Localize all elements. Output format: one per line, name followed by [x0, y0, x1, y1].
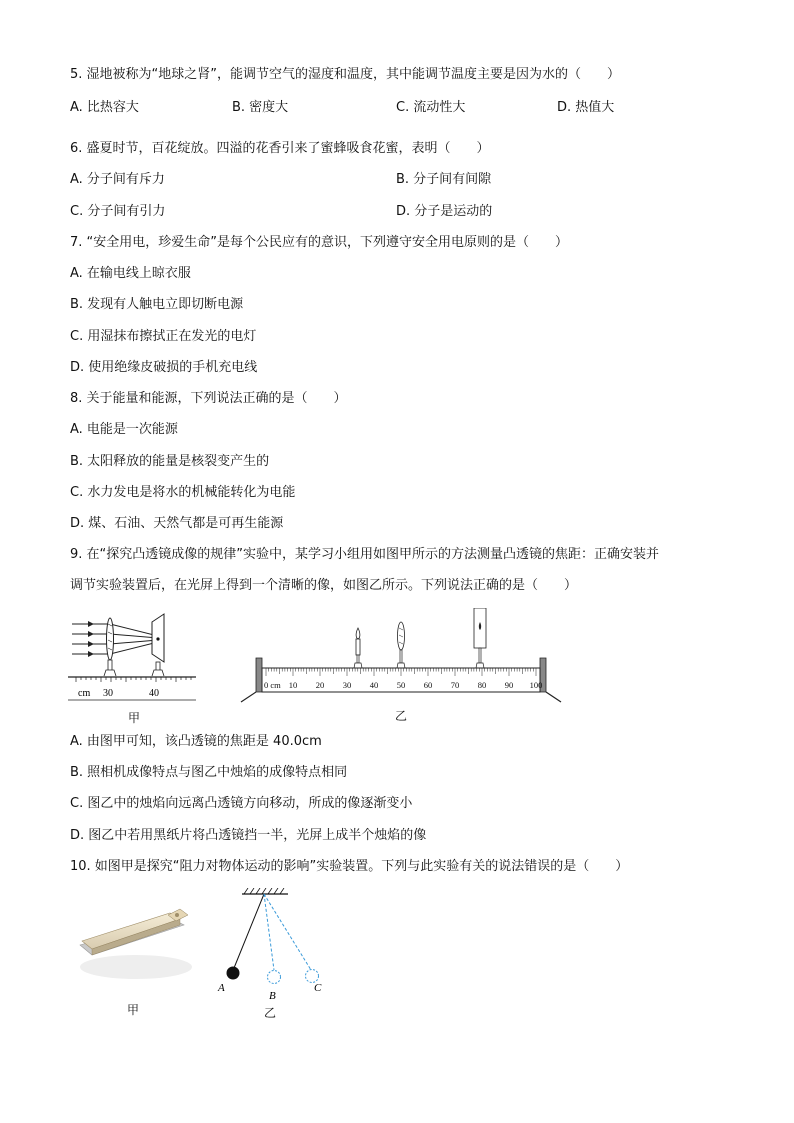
ruler-unit: cm [78, 688, 91, 699]
ball-c [306, 970, 319, 983]
bench-tick-label: 100 [529, 680, 543, 690]
pendulum-string-b [264, 894, 274, 970]
q5-option-d: D. 热值大 [557, 100, 615, 115]
question-7-stem: 7. “安全用电，珍爱生命”是每个公民应有的意识，下列遵守安全用电原则的是（ ） [70, 235, 569, 250]
question-9-stem-line2: 调节实验装置后，在光屏上得到一个清晰的像，如图乙所示。下列说法正确的是（ ） [70, 578, 578, 593]
pendulum-string-a [234, 894, 264, 968]
q8-option-b: B. 太阳释放的能量是核裂变产生的 [70, 454, 270, 469]
ray-arrows [88, 621, 94, 657]
q10-figure-yi-caption: 乙 [264, 1006, 277, 1020]
ruler-tick-40: 40 [149, 688, 159, 699]
table-shadow [80, 955, 192, 979]
ruler-ticks [76, 677, 191, 682]
q10-figure-jia-caption: 甲 [127, 1003, 140, 1017]
q6-option-d: D. 分子是运动的 [396, 204, 493, 219]
bench-tick-label: 60 [423, 680, 433, 690]
q9-figure-yi [238, 608, 564, 708]
q5-option-a: A. 比热容大 [70, 100, 139, 115]
label-a: A [218, 982, 225, 994]
q8-option-c: C. 水力发电是将水的机械能转化为电能 [70, 485, 296, 500]
bench-tick-label: 90 [504, 680, 514, 690]
q9-option-b: B. 照相机成像特点与图乙中烛焰的成像特点相同 [70, 765, 348, 780]
convex-lens [107, 618, 114, 660]
q7-option-c: C. 用湿抹布擦拭正在发光的电灯 [70, 329, 257, 344]
q10-figure-yi [212, 888, 342, 1018]
question-8-stem: 8. 关于能量和能源，下列说法正确的是（ ） [70, 391, 347, 406]
q8-option-d: D. 煤、石油、天然气都是可再生能源 [70, 516, 284, 531]
q5-option-c: C. 流动性大 [396, 100, 466, 115]
ruler-tick-30: 30 [103, 688, 113, 699]
q7-option-d: D. 使用绝缘皮破损的手机充电线 [70, 360, 258, 375]
q10-figure-jia [76, 905, 194, 985]
bench-tick-label: 10 [288, 680, 298, 690]
label-c: C [314, 982, 322, 994]
candle [354, 628, 362, 668]
bench-tick-label: 40 [369, 680, 379, 690]
q9-figure-jia-caption: 甲 [128, 711, 141, 725]
bench-tick-label: 80 [477, 680, 487, 690]
q9-figure-jia [68, 610, 200, 710]
bench-tick-label: 0 cm [264, 680, 281, 690]
bench-tick-label: 20 [315, 680, 325, 690]
ball-b [268, 971, 281, 984]
q6-option-c: C. 分子间有引力 [70, 204, 166, 219]
ball-a [227, 967, 240, 980]
bench-left-end [256, 658, 262, 692]
light-screen-bench [474, 608, 486, 668]
q6-option-b: B. 分子间有间隙 [396, 172, 492, 187]
ceiling-hatching [244, 888, 284, 894]
q5-option-b: B. 密度大 [232, 100, 289, 115]
q8-option-a: A. 电能是一次能源 [70, 422, 178, 437]
q7-option-a: A. 在输电线上晾衣服 [70, 266, 191, 281]
q9-figure-yi-caption: 乙 [395, 709, 408, 723]
q9-option-c: C. 图乙中的烛焰向远离凸透镜方向移动，所成的像逐渐变小 [70, 796, 413, 811]
question-9-stem-line1: 9. 在“探究凸透镜成像的规律”实验中，某学习小组用如图甲所示的方法测量凸透镜的焦距：正确安装并 [70, 547, 660, 562]
parallel-rays [72, 624, 158, 654]
q7-option-b: B. 发现有人触电立即切断电源 [70, 297, 244, 312]
bench-tick-label: 30 [342, 680, 352, 690]
bench-tick-label: 50 [396, 680, 406, 690]
pendulum-string-c [264, 894, 311, 970]
question-5-stem: 5. 湿地被称为“地球之肾”，能调节空气的湿度和温度，其中能调节温度主要是因为水的（ ） [70, 67, 621, 82]
q9-option-a: A. 由图甲可知，该凸透镜的焦距是 40.0cm [70, 734, 322, 749]
label-b: B [269, 990, 276, 1002]
q6-option-a: A. 分子间有斥力 [70, 172, 165, 187]
convex-lens-bench [397, 622, 405, 668]
question-10-stem: 10. 如图甲是探究“阻力对物体运动的影响”实验装置。下列与此实验有关的说法错误的是（ ） [70, 859, 629, 874]
q9-option-d: D. 图乙中若用黑纸片将凸透镜挡一半，光屏上成半个烛焰的像 [70, 828, 427, 843]
question-6-stem: 6. 盛夏时节，百花绽放。四溢的花香引来了蜜蜂吸食花蜜，表明（ ） [70, 141, 490, 156]
bench-tick-label: 70 [450, 680, 460, 690]
